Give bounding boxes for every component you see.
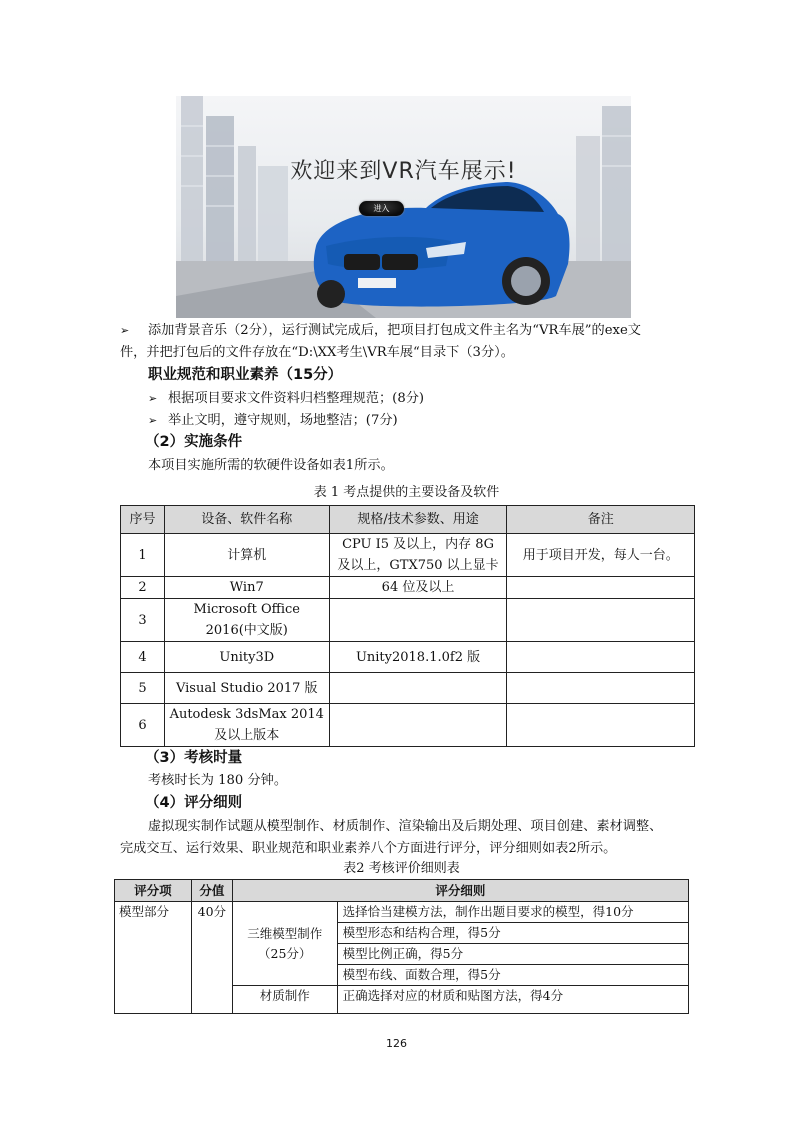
column-header: 分值 — [191, 880, 232, 902]
paragraph-line: 完成交互、运行效果、职业规范和职业素养八个方面进行评分，评分细则如表2所示。 — [120, 841, 617, 856]
equipment-note — [507, 642, 695, 673]
row-number: 4 — [121, 642, 165, 673]
equipment-spec: 64 位及以上 — [329, 577, 507, 599]
equipment-name: Visual Studio 2017 版 — [164, 673, 329, 704]
equipment-name: Win7 — [164, 577, 329, 599]
banner-image — [176, 96, 631, 318]
equipment-spec — [329, 673, 507, 704]
score-rule: 选择恰当建模方法，制作出题目要求的模型，得10分 — [337, 902, 688, 923]
equipment-spec — [329, 599, 507, 642]
row-number: 5 — [121, 673, 165, 704]
enter-button[interactable]: 进入 — [359, 201, 404, 216]
equipment-note: 用于项目开发，每人一台。 — [507, 534, 695, 577]
paragraph-line: 件，并把打包后的文件存放在“D:\XX考生\VR车展“目录下（3分）。 — [120, 345, 514, 360]
column-header: 规格/技术参数、用途 — [329, 506, 507, 534]
row-number: 6 — [121, 704, 165, 747]
column-header: 评分细则 — [232, 880, 688, 902]
page-number: 126 — [386, 1037, 407, 1050]
sub-item — [232, 902, 337, 986]
equipment-spec — [329, 534, 507, 577]
sub-item-name: 材质制作 — [232, 986, 337, 1014]
row-number: 2 — [121, 577, 165, 599]
equipment-note — [507, 577, 695, 599]
table-header-row — [121, 506, 695, 534]
table-row — [115, 902, 689, 923]
bullet-icon: ➢ — [120, 324, 130, 337]
name-line: 2016(中文版) — [205, 623, 288, 638]
sub-item-score: （25分） — [258, 945, 312, 961]
section-heading: （2）实施条件 — [145, 434, 243, 450]
name-line: 及以上版本 — [214, 728, 280, 743]
equipment-table — [120, 505, 695, 747]
section-heading: （3）考核时量 — [145, 750, 243, 766]
score-rule: 模型比例正确，得5分 — [337, 944, 688, 965]
column-header: 评分项 — [115, 880, 192, 902]
body-text: 考核时长为 180 分钟。 — [148, 773, 288, 788]
list-item: 根据项目要求文件资料归档整理规范；(8分) — [168, 391, 425, 406]
score-item: 模型部分 — [115, 902, 192, 1014]
score-rule: 模型布线、面数合理，得5分 — [337, 965, 688, 986]
column-header: 设备、软件名称 — [164, 506, 329, 534]
car-shape — [314, 182, 570, 308]
body-text: 本项目实施所需的软硬件设备如表1所示。 — [148, 458, 394, 473]
name-line: Microsoft Office — [193, 602, 300, 617]
table-header-row — [115, 880, 689, 902]
banner-title: 欢迎来到VR汽车展示! — [290, 159, 517, 184]
section-heading: （4）评分细则 — [145, 795, 243, 811]
equipment-spec — [329, 704, 507, 747]
spec-line: CPU I5 及以上，内存 8G — [342, 537, 494, 552]
equipment-name: 计算机 — [164, 534, 329, 577]
sub-item-name: 三维模型制作 — [247, 925, 323, 941]
table-row — [121, 577, 695, 599]
equipment-name — [164, 704, 329, 747]
row-number: 3 — [121, 599, 165, 642]
equipment-name: Unity3D — [164, 642, 329, 673]
paragraph-line: 虚拟现实制作试题从模型制作、材质制作、渲染输出及后期处理、项目创建、素材调整、 — [148, 819, 663, 834]
score-rule: 正确选择对应的材质和贴图方法，得4分 — [337, 986, 688, 1014]
column-header: 备注 — [507, 506, 695, 534]
equipment-note — [507, 704, 695, 747]
equipment-note — [507, 673, 695, 704]
list-item: 举止文明，遵守规则，场地整洁；(7分) — [168, 413, 398, 428]
row-number: 1 — [121, 534, 165, 577]
table-row — [121, 642, 695, 673]
bullet-icon: ➢ — [148, 414, 158, 427]
table-caption: 表 1 考点提供的主要设备及软件 — [313, 485, 500, 500]
table-row — [121, 534, 695, 577]
equipment-name — [164, 599, 329, 642]
table-row — [121, 704, 695, 747]
section-heading: 职业规范和职业素养（15分） — [148, 367, 343, 383]
paragraph-line: 添加背景音乐（2分），运行测试完成后，把项目打包成文件主名为“VR车展”的exe文 — [148, 323, 641, 338]
scoring-table — [114, 879, 689, 1014]
score-value: 40分 — [191, 902, 232, 1014]
equipment-note — [507, 599, 695, 642]
equipment-spec: Unity2018.1.0f2 版 — [329, 642, 507, 673]
table-row — [121, 673, 695, 704]
table-caption: 表2 考核评价细则表 — [343, 861, 460, 876]
name-line: Autodesk 3dsMax 2014 — [169, 707, 324, 722]
table-row — [121, 599, 695, 642]
column-header: 序号 — [121, 506, 165, 534]
score-rule: 模型形态和结构合理，得5分 — [337, 923, 688, 944]
bullet-icon: ➢ — [148, 392, 158, 405]
spec-line: 及以上，GTX750 以上显卡 — [337, 558, 499, 573]
